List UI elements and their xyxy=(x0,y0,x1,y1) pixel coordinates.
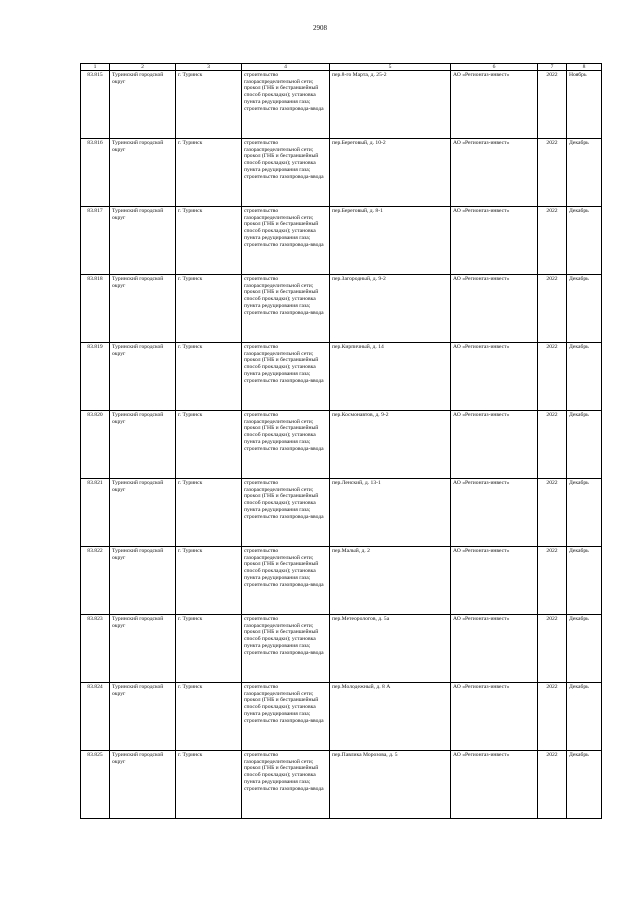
address-cell: пер.Космонавтов, д. 9-2 xyxy=(330,411,451,479)
city-cell: г. Туринск xyxy=(176,615,242,683)
month-cell: Декабрь xyxy=(567,547,602,615)
table-row xyxy=(81,751,602,819)
table-row xyxy=(81,207,602,275)
year-cell: 2022 xyxy=(538,683,567,751)
city-cell: г. Туринск xyxy=(176,71,242,139)
work-cell: строительство газораспределительной сети; прокол (ГНБ и бестраншейный способ прокладки); установка пункта редуцирования газа; строительство газопровода-ввода xyxy=(242,479,330,547)
operator-cell: АО «Регионгаз-инвест» xyxy=(451,411,538,479)
operator-cell: АО «Регионгаз-инвест» xyxy=(451,683,538,751)
year-cell: 2022 xyxy=(538,139,567,207)
month-cell: Ноябрь xyxy=(567,71,602,139)
district-cell: Туринский городской округ xyxy=(110,751,176,819)
work-cell: строительство газораспределительной сети; прокол (ГНБ и бестраншейный способ прокладки); установка пункта редуцирования газа; строительство газопровода-ввода xyxy=(242,343,330,411)
work-cell: строительство газораспределительной сети; прокол (ГНБ и бестраншейный способ прокладки); установка пункта редуцирования газа; строительство газопровода-ввода xyxy=(242,139,330,207)
table-row xyxy=(81,615,602,683)
month-cell: Декабрь xyxy=(567,751,602,819)
district-cell: Туринский городской округ xyxy=(110,683,176,751)
year-cell: 2022 xyxy=(538,479,567,547)
table-row xyxy=(81,547,602,615)
operator-cell: АО «Регионгаз-инвест» xyxy=(451,275,538,343)
address-cell: пер.8-го Марта, д. 25-2 xyxy=(330,71,451,139)
address-cell: пер.Береговый, д. 10-2 xyxy=(330,139,451,207)
table-row xyxy=(81,71,602,139)
row-number: 83.817 xyxy=(81,207,110,275)
column-header: 1 xyxy=(81,64,110,71)
row-number: 83.824 xyxy=(81,683,110,751)
address-cell: пер.Павлика Морозова, д. 5 xyxy=(330,751,451,819)
year-cell: 2022 xyxy=(538,275,567,343)
city-cell: г. Туринск xyxy=(176,411,242,479)
column-header: 4 xyxy=(242,64,330,71)
work-cell: строительство газораспределительной сети; прокол (ГНБ и бестраншейный способ прокладки); установка пункта редуцирования газа; строительство газопровода-ввода xyxy=(242,751,330,819)
column-header: 3 xyxy=(176,64,242,71)
column-header: 8 xyxy=(567,64,602,71)
year-cell: 2022 xyxy=(538,615,567,683)
district-cell: Туринский городской округ xyxy=(110,71,176,139)
district-cell: Туринский городской округ xyxy=(110,139,176,207)
address-cell: пер.Ленский, д. 13-1 xyxy=(330,479,451,547)
page-number: 2908 xyxy=(313,24,327,32)
row-number: 83.820 xyxy=(81,411,110,479)
district-cell: Туринский городской округ xyxy=(110,479,176,547)
year-cell: 2022 xyxy=(538,547,567,615)
district-cell: Туринский городской округ xyxy=(110,343,176,411)
column-header: 6 xyxy=(451,64,538,71)
operator-cell: АО «Регионгаз-инвест» xyxy=(451,615,538,683)
year-cell: 2022 xyxy=(538,343,567,411)
address-cell: пер.Молодежный, д. 8 А xyxy=(330,683,451,751)
row-number: 83.818 xyxy=(81,275,110,343)
table-row xyxy=(81,275,602,343)
row-number: 83.815 xyxy=(81,71,110,139)
table-row xyxy=(81,411,602,479)
row-number: 83.819 xyxy=(81,343,110,411)
row-number: 83.823 xyxy=(81,615,110,683)
city-cell: г. Туринск xyxy=(176,479,242,547)
district-cell: Туринский городской округ xyxy=(110,207,176,275)
table-row xyxy=(81,683,602,751)
month-cell: Декабрь xyxy=(567,479,602,547)
work-cell: строительство газораспределительной сети; прокол (ГНБ и бестраншейный способ прокладки); установка пункта редуцирования газа; строительство газопровода-ввода xyxy=(242,275,330,343)
column-header: 5 xyxy=(330,64,451,71)
operator-cell: АО «Регионгаз-инвест» xyxy=(451,547,538,615)
work-cell: строительство газораспределительной сети; прокол (ГНБ и бестраншейный способ прокладки); установка пункта редуцирования газа; строительство газопровода-ввода xyxy=(242,71,330,139)
district-cell: Туринский городской округ xyxy=(110,411,176,479)
operator-cell: АО «Регионгаз-инвест» xyxy=(451,207,538,275)
column-header: 7 xyxy=(538,64,567,71)
row-number: 83.822 xyxy=(81,547,110,615)
address-cell: пер.Береговый, д. 8-1 xyxy=(330,207,451,275)
table-row xyxy=(81,343,602,411)
year-cell: 2022 xyxy=(538,71,567,139)
month-cell: Декабрь xyxy=(567,139,602,207)
city-cell: г. Туринск xyxy=(176,547,242,615)
year-cell: 2022 xyxy=(538,207,567,275)
work-cell: строительство газораспределительной сети; прокол (ГНБ и бестраншейный способ прокладки); установка пункта редуцирования газа; строительство газопровода-ввода xyxy=(242,547,330,615)
operator-cell: АО «Регионгаз-инвест» xyxy=(451,479,538,547)
city-cell: г. Туринск xyxy=(176,207,242,275)
month-cell: Декабрь xyxy=(567,683,602,751)
month-cell: Декабрь xyxy=(567,411,602,479)
district-cell: Туринский городской округ xyxy=(110,547,176,615)
operator-cell: АО «Регионгаз-инвест» xyxy=(451,343,538,411)
gasification-table xyxy=(80,63,602,819)
work-cell: строительство газораспределительной сети; прокол (ГНБ и бестраншейный способ прокладки); установка пункта редуцирования газа; строительство газопровода-ввода xyxy=(242,411,330,479)
year-cell: 2022 xyxy=(538,411,567,479)
city-cell: г. Туринск xyxy=(176,275,242,343)
month-cell: Декабрь xyxy=(567,275,602,343)
work-cell: строительство газораспределительной сети; прокол (ГНБ и бестраншейный способ прокладки); установка пункта редуцирования газа; строительство газопровода-ввода xyxy=(242,683,330,751)
city-cell: г. Туринск xyxy=(176,751,242,819)
column-number-row xyxy=(81,64,602,71)
city-cell: г. Туринск xyxy=(176,139,242,207)
address-cell: пер.Кирпичный, д. 14 xyxy=(330,343,451,411)
city-cell: г. Туринск xyxy=(176,683,242,751)
month-cell: Декабрь xyxy=(567,615,602,683)
row-number: 83.825 xyxy=(81,751,110,819)
table-row xyxy=(81,479,602,547)
address-cell: пер.Загородный, д. 9-2 xyxy=(330,275,451,343)
row-number: 83.821 xyxy=(81,479,110,547)
work-cell: строительство газораспределительной сети; прокол (ГНБ и бестраншейный способ прокладки); установка пункта редуцирования газа; строительство газопровода-ввода xyxy=(242,207,330,275)
month-cell: Декабрь xyxy=(567,207,602,275)
district-cell: Туринский городской округ xyxy=(110,275,176,343)
work-cell: строительство газораспределительной сети; прокол (ГНБ и бестраншейный способ прокладки); установка пункта редуцирования газа; строительство газопровода-ввода xyxy=(242,615,330,683)
year-cell: 2022 xyxy=(538,751,567,819)
operator-cell: АО «Регионгаз-инвест» xyxy=(451,71,538,139)
month-cell: Декабрь xyxy=(567,343,602,411)
operator-cell: АО «Регионгаз-инвест» xyxy=(451,139,538,207)
address-cell: пер.Метеорологов, д. 5а xyxy=(330,615,451,683)
table-row xyxy=(81,139,602,207)
city-cell: г. Туринск xyxy=(176,343,242,411)
district-cell: Туринский городской округ xyxy=(110,615,176,683)
address-cell: пер.Малый, д. 2 xyxy=(330,547,451,615)
row-number: 83.816 xyxy=(81,139,110,207)
column-header: 2 xyxy=(110,64,176,71)
operator-cell: АО «Регионгаз-инвест» xyxy=(451,751,538,819)
